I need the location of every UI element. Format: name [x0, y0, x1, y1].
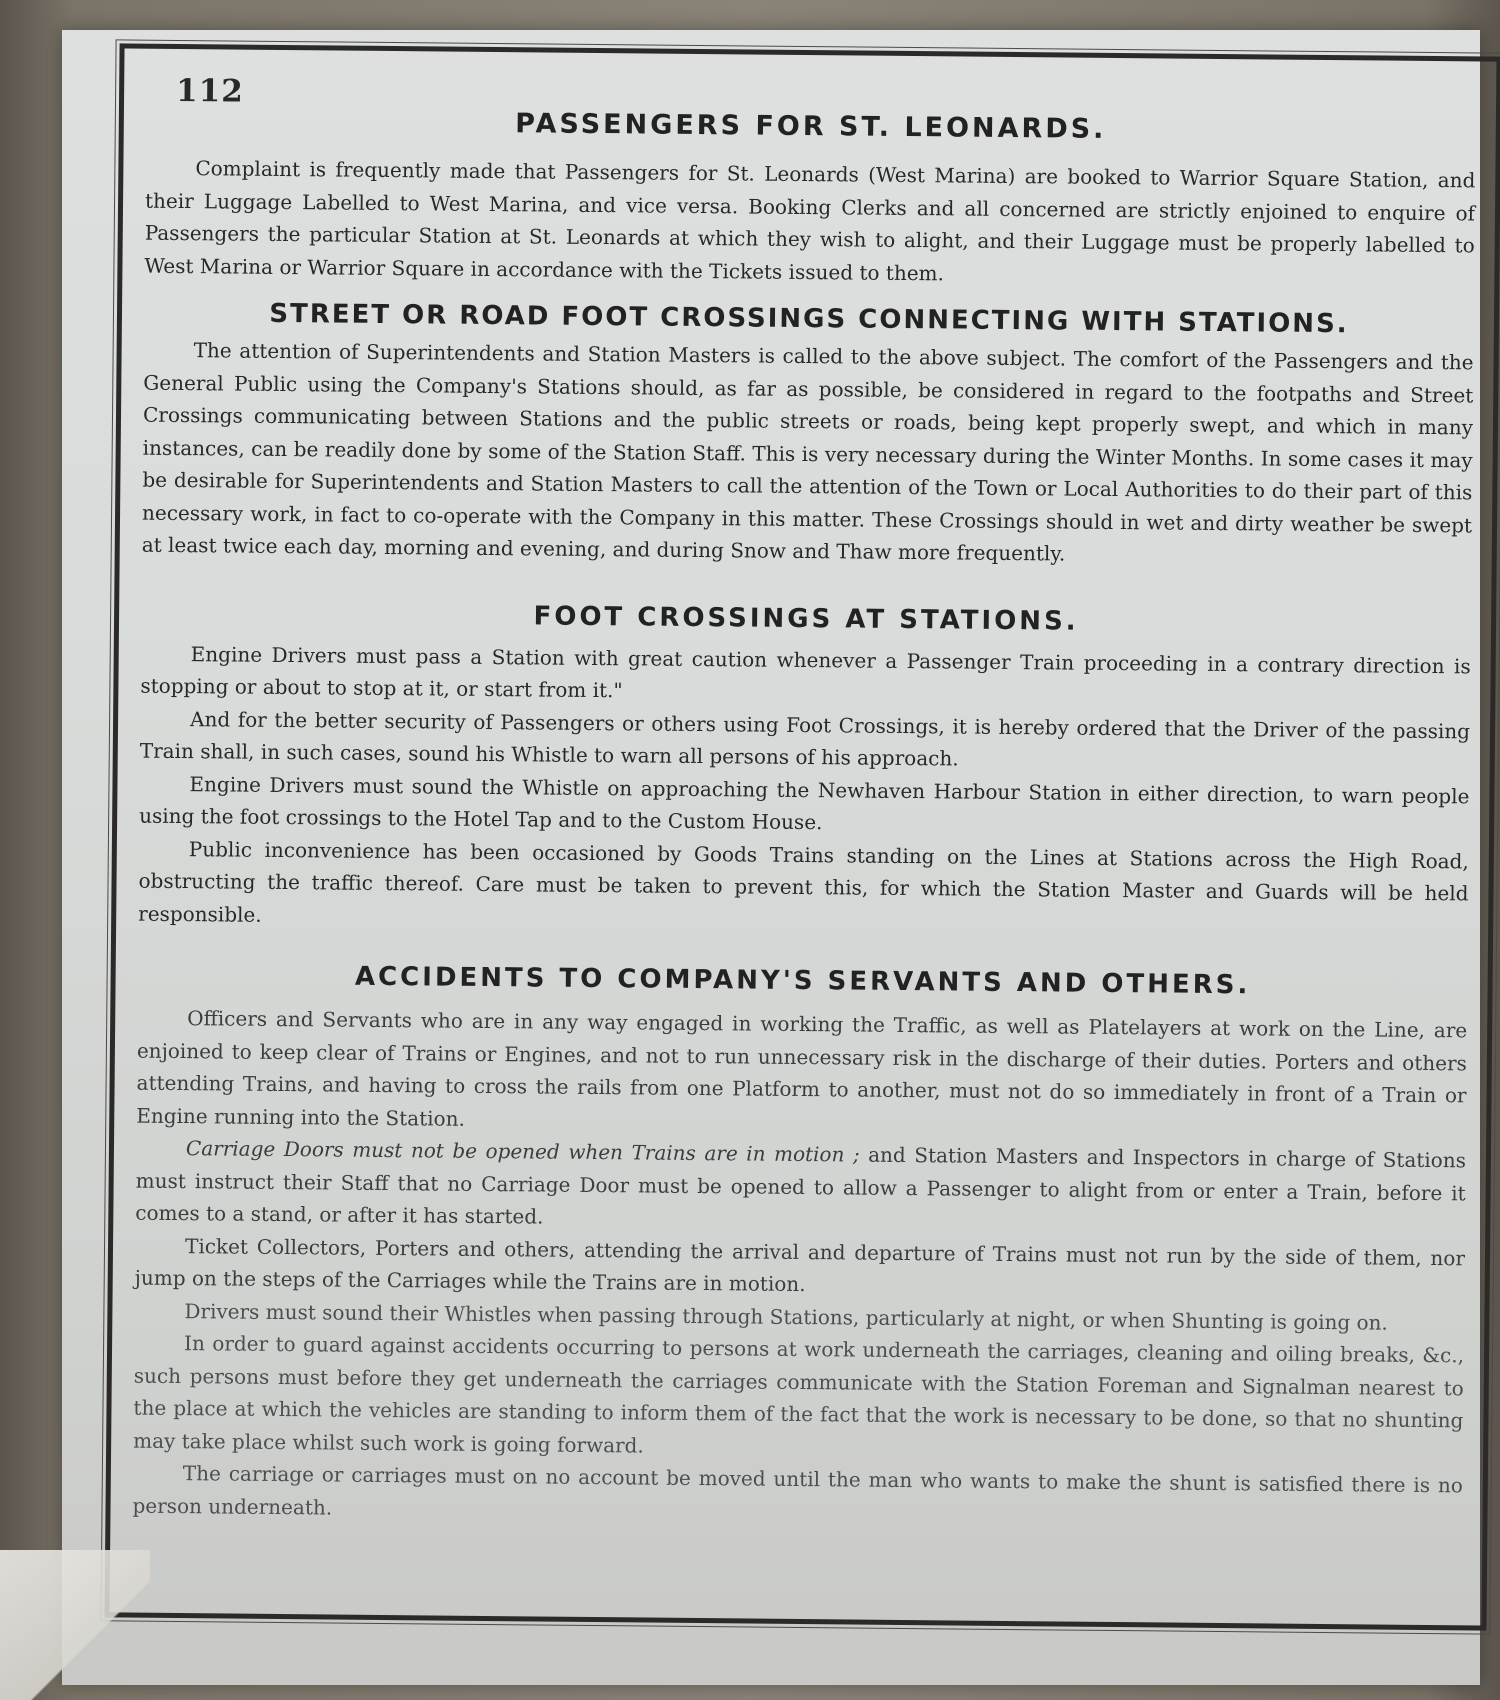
section-passengers-st-leonards	[144, 105, 1476, 295]
paragraph: Engine Drivers must pass a Station with great caution whenever a Passenger Train proceeding in a contrary direction is stopping or about to stop at it, or start from it."	[140, 641, 1471, 703]
paragraph-text: and Station Masters and Inspectors in charge of Stations must instruct their Staff that no Carriage Door must be opened to allow a Passenger to alight from or enter a Train, before it comes to a stand, or after it has started.	[135, 1142, 1467, 1229]
paragraph: The carriage or carriages must on no account be moved until the man who wants to make the shunt is satisfied there is no person underneath.	[132, 1461, 1463, 1520]
section-heading: ACCIDENTS TO COMPANY'S SERVANTS AND OTHERS.	[354, 961, 1251, 1001]
page-content	[132, 63, 1477, 1616]
page-border-frame	[104, 43, 1500, 1630]
paragraph: Drivers must sound their Whistles when passing through Stations, particularly at night, or when Shunting is going on.	[184, 1298, 1388, 1335]
paragraph: In order to guard against accidents occurring to persons at work underneath the carriages, cleaning and oiling breaks, &c., such persons must before they get underneath the carriages communicate with the Station Foreman and Signalman nearest to the place at which the vehicles are standing to inform them of the fact that the work is necessary to be done, so that no shunting may take place whilst such work is going forward.	[133, 1331, 1465, 1457]
page-number: 112	[175, 72, 245, 110]
paragraph: Ticket Collectors, Porters and others, attending the arrival and departure of Trains must not run by the side of them, nor jump on the steps of the Carriages while the Trains are in motion.	[134, 1233, 1466, 1297]
section-foot-crossings-stations	[138, 597, 1471, 942]
section-heading: PASSENGERS FOR ST. LEONARDS.	[515, 108, 1107, 145]
italic-instruction: Carriage Doors must not be opened when Trains are in motion ;	[185, 1136, 860, 1167]
paragraph: Public inconvenience has been occasioned by Goods Trains standing on the Lines at Stations across the High Road, obstructing the traffic thereof. Care must be taken to prevent this, for which the Station Master and Guards will be held responsible.	[138, 836, 1469, 927]
paragraph: Complaint is frequently made that Passengers for St. Leonards (West Marina) are booked to Warrior Square Station, and their Luggage Labelled to West Marina, and vice versa. Booking Clerks and all concerned are strictly enjoined to enquire of Passengers the particular Station at St. Leonards at which they wish to alight, and their Luggage must be properly labelled to West Marina or Warrior Square in accordance with the Tickets issued to them.	[144, 156, 1476, 285]
section-street-road-crossings	[142, 298, 1474, 574]
section-heading: STREET OR ROAD FOOT CROSSINGS CONNECTING WITH STATIONS.	[269, 298, 1349, 340]
paragraph: The attention of Superintendents and Station Masters is called to the above subject. The comfort of the Passengers and the General Public using the Company's Stations should, as far as possible, be considered in regard to the footpaths and Street Crossings communicating between Stations and the public streets or roads, being kept properly swept, and which in many instances, can be readily done by some of the Station Staff. This is very necessary during the Winter Months. In some cases it may be desirable for Superintendents and Station Masters to call the attention of the Town or Local Authorities to do their part of this necessary work, in fact to co-operate with the Company in this matter. These Crossings should in wet and dirty weather be swept at least twice each day, morning and evening, and during Snow and Thaw more frequently.	[141, 338, 1474, 566]
section-heading: FOOT CROSSINGS AT STATIONS.	[533, 600, 1079, 637]
section-accidents	[132, 960, 1467, 1535]
paragraph: And for the better security of Passengers or others using Foot Crossings, it is hereby ordered that the Driver of the passing Train shall, in such cases, sound his Whistle to warn all persons of his approach.	[139, 706, 1471, 771]
paragraph: Officers and Servants who are in any way engaged in working the Traffic, as well as Platelayers at work on the Line, are enjoined to keep clear of Trains or Engines, and not to run unnecessary risk in the discharge of their duties. Porters and others attending Trains, and having to cross the rails from one Platform to another, must not do so immediately in front of a Train or Engine running into the Station.	[136, 1006, 1468, 1131]
folded-page-corner	[0, 1550, 150, 1700]
paragraph-carriage-doors	[135, 1132, 1466, 1242]
paragraph: Engine Drivers must sound the Whistle on approaching the Newhaven Harbour Station in either direction, to warn people using the foot crossings to the Hotel Tap and to the Custom House.	[139, 771, 1470, 835]
